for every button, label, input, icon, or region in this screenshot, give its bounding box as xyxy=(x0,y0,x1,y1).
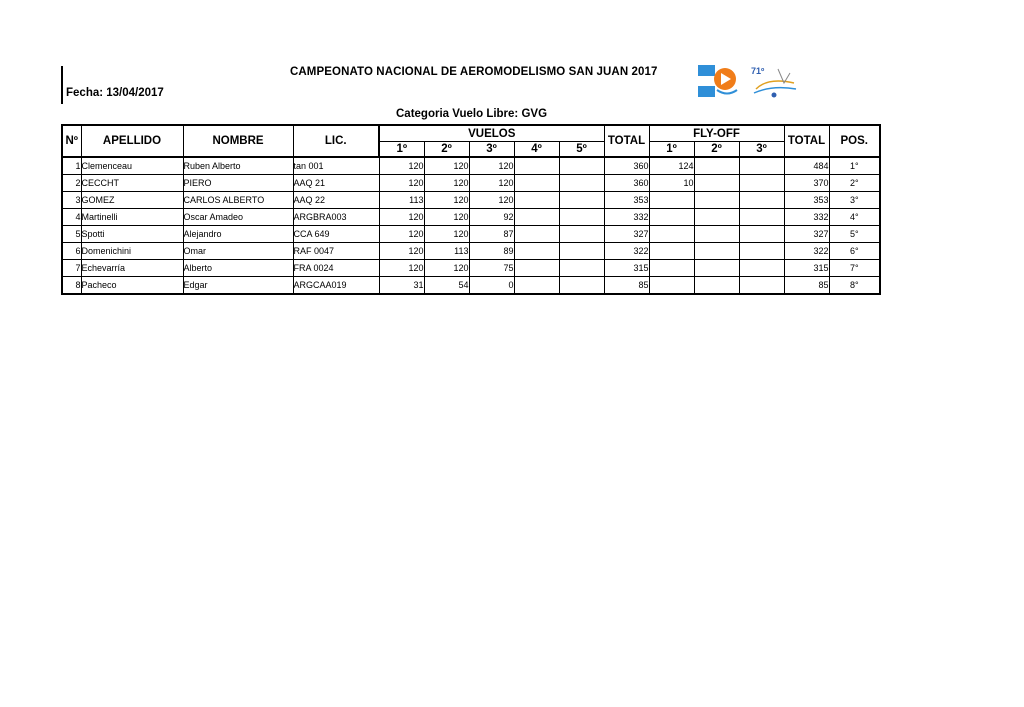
cell-vuelo-3: 120 xyxy=(469,192,514,209)
cell-vuelo-3: 89 xyxy=(469,243,514,260)
cell-total2: 332 xyxy=(784,209,829,226)
col-header-flyoff-1: 1º xyxy=(649,142,694,158)
results-table xyxy=(61,124,881,295)
cell-vuelo-1: 120 xyxy=(379,209,424,226)
cell-total2: 353 xyxy=(784,192,829,209)
cell-vuelo-3: 87 xyxy=(469,226,514,243)
cell-vuelo-4 xyxy=(514,260,559,277)
cell-flyoff-3 xyxy=(739,226,784,243)
col-header-vuelos: VUELOS xyxy=(379,125,604,142)
cell-vuelo-3: 75 xyxy=(469,260,514,277)
cell-pos: 5° xyxy=(829,226,880,243)
cell-apellido: Echevarría xyxy=(81,260,183,277)
cell-nombre: Omar xyxy=(183,243,293,260)
page-title: CAMPEONATO NACIONAL DE AEROMODELISMO SAN JUAN 2017 xyxy=(290,66,658,78)
table-row xyxy=(62,192,880,209)
cell-nombre: Edgar xyxy=(183,277,293,295)
cell-flyoff-2 xyxy=(694,260,739,277)
cell-flyoff-3 xyxy=(739,260,784,277)
cell-vuelo-5 xyxy=(559,157,604,175)
cell-nombre: Ruben Alberto xyxy=(183,157,293,175)
row-number: 5 xyxy=(62,226,81,243)
cell-vuelo-4 xyxy=(514,226,559,243)
cell-flyoff-2 xyxy=(694,209,739,226)
cell-nombre: Oscar Amadeo xyxy=(183,209,293,226)
row-number: 6 xyxy=(62,243,81,260)
col-header-total: TOTAL xyxy=(604,125,649,157)
cell-vuelo-2: 120 xyxy=(424,226,469,243)
cell-vuelo-1: 31 xyxy=(379,277,424,295)
cell-vuelo-2: 120 xyxy=(424,260,469,277)
cell-vuelo-5 xyxy=(559,192,604,209)
cell-nombre: Alejandro xyxy=(183,226,293,243)
cell-total: 85 xyxy=(604,277,649,295)
cell-pos: 8° xyxy=(829,277,880,295)
col-header-apellido: APELLIDO xyxy=(81,125,183,157)
cell-total: 353 xyxy=(604,192,649,209)
table-row xyxy=(62,209,880,226)
row-number: 3 xyxy=(62,192,81,209)
row-number: 8 xyxy=(62,277,81,295)
cell-vuelo-1: 113 xyxy=(379,192,424,209)
cell-vuelo-4 xyxy=(514,175,559,192)
cell-vuelo-1: 120 xyxy=(379,226,424,243)
date-label: Fecha: 13/04/2017 xyxy=(66,87,164,99)
cell-total2: 322 xyxy=(784,243,829,260)
cell-lic: AAQ 21 xyxy=(293,175,379,192)
cell-flyoff-3 xyxy=(739,192,784,209)
cell-flyoff-2 xyxy=(694,175,739,192)
col-header-pos: POS. xyxy=(829,125,880,157)
cell-total: 332 xyxy=(604,209,649,226)
cell-flyoff-1 xyxy=(649,277,694,295)
cell-flyoff-2 xyxy=(694,157,739,175)
cell-flyoff-3 xyxy=(739,175,784,192)
cell-vuelo-1: 120 xyxy=(379,243,424,260)
table-row xyxy=(62,243,880,260)
left-margin-bar xyxy=(61,66,63,104)
cell-vuelo-4 xyxy=(514,243,559,260)
row-number: 7 xyxy=(62,260,81,277)
cell-apellido: Spotti xyxy=(81,226,183,243)
row-number: 4 xyxy=(62,209,81,226)
cell-flyoff-1: 10 xyxy=(649,175,694,192)
col-header-nro: Nº xyxy=(62,125,81,157)
cell-flyoff-2 xyxy=(694,192,739,209)
cell-total2: 370 xyxy=(784,175,829,192)
cell-vuelo-2: 113 xyxy=(424,243,469,260)
cell-vuelo-2: 54 xyxy=(424,277,469,295)
cell-total2: 315 xyxy=(784,260,829,277)
cell-vuelo-4 xyxy=(514,192,559,209)
cell-vuelo-2: 120 xyxy=(424,175,469,192)
cell-flyoff-3 xyxy=(739,157,784,175)
cell-apellido: Clemenceau xyxy=(81,157,183,175)
cell-vuelo-1: 120 xyxy=(379,157,424,175)
cell-vuelo-4 xyxy=(514,157,559,175)
cell-apellido: GOMEZ xyxy=(81,192,183,209)
cell-lic: RAF 0047 xyxy=(293,243,379,260)
cell-vuelo-3: 120 xyxy=(469,175,514,192)
event-logo-icon xyxy=(697,63,739,99)
cell-vuelo-5 xyxy=(559,226,604,243)
cell-pos: 2° xyxy=(829,175,880,192)
cell-apellido: Martinelli xyxy=(81,209,183,226)
col-header-lic: LIC. xyxy=(293,125,379,157)
cell-vuelo-5 xyxy=(559,209,604,226)
cell-total2: 327 xyxy=(784,226,829,243)
cell-vuelo-5 xyxy=(559,243,604,260)
col-header-vuelo-4: 4º xyxy=(514,142,559,158)
cell-total2: 85 xyxy=(784,277,829,295)
cell-flyoff-1 xyxy=(649,260,694,277)
cell-flyoff-2 xyxy=(694,243,739,260)
col-header-vuelo-1: 1º xyxy=(379,142,424,158)
cell-vuelo-3: 92 xyxy=(469,209,514,226)
row-number: 1 xyxy=(62,157,81,175)
cell-vuelo-2: 120 xyxy=(424,209,469,226)
cell-pos: 1° xyxy=(829,157,880,175)
anniversary-logo-icon xyxy=(748,63,800,99)
cell-flyoff-1 xyxy=(649,192,694,209)
cell-nombre: PIERO xyxy=(183,175,293,192)
cell-vuelo-5 xyxy=(559,277,604,295)
cell-flyoff-2 xyxy=(694,226,739,243)
cell-apellido: CECCHT xyxy=(81,175,183,192)
table-row xyxy=(62,157,880,175)
cell-vuelo-5 xyxy=(559,175,604,192)
cell-flyoff-1: 124 xyxy=(649,157,694,175)
cell-lic: FRA 0024 xyxy=(293,260,379,277)
cell-vuelo-3: 0 xyxy=(469,277,514,295)
cell-flyoff-1 xyxy=(649,243,694,260)
cell-pos: 3° xyxy=(829,192,880,209)
cell-lic: AAQ 22 xyxy=(293,192,379,209)
cell-vuelo-2: 120 xyxy=(424,192,469,209)
anniversary-logo-number: 71º xyxy=(751,66,765,76)
col-header-vuelo-5: 5º xyxy=(559,142,604,158)
cell-vuelo-4 xyxy=(514,209,559,226)
cell-total: 322 xyxy=(604,243,649,260)
cell-vuelo-5 xyxy=(559,260,604,277)
table-row xyxy=(62,260,880,277)
cell-pos: 7° xyxy=(829,260,880,277)
cell-pos: 4° xyxy=(829,209,880,226)
col-header-total2: TOTAL xyxy=(784,125,829,157)
cell-total: 360 xyxy=(604,157,649,175)
table-row xyxy=(62,226,880,243)
cell-vuelo-3: 120 xyxy=(469,157,514,175)
cell-nombre: Alberto xyxy=(183,260,293,277)
cell-total: 360 xyxy=(604,175,649,192)
cell-total: 327 xyxy=(604,226,649,243)
cell-nombre: CARLOS ALBERTO xyxy=(183,192,293,209)
col-header-flyoff-3: 3º xyxy=(739,142,784,158)
cell-flyoff-2 xyxy=(694,277,739,295)
col-header-nombre: NOMBRE xyxy=(183,125,293,157)
cell-lic: CCA 649 xyxy=(293,226,379,243)
cell-apellido: Pacheco xyxy=(81,277,183,295)
category-label: Categoria Vuelo Libre: GVG xyxy=(396,108,548,120)
col-header-flyoff-2: 2º xyxy=(694,142,739,158)
cell-lic: ARGCAA019 xyxy=(293,277,379,295)
row-number: 2 xyxy=(62,175,81,192)
cell-flyoff-1 xyxy=(649,226,694,243)
cell-flyoff-3 xyxy=(739,243,784,260)
cell-vuelo-2: 120 xyxy=(424,157,469,175)
cell-lic: tan 001 xyxy=(293,157,379,175)
cell-pos: 6° xyxy=(829,243,880,260)
col-header-flyoff: FLY-OFF xyxy=(649,125,784,142)
cell-flyoff-3 xyxy=(739,209,784,226)
cell-vuelo-1: 120 xyxy=(379,260,424,277)
col-header-vuelo-2: 2º xyxy=(424,142,469,158)
col-header-vuelo-3: 3º xyxy=(469,142,514,158)
table-row xyxy=(62,175,880,192)
table-row xyxy=(62,277,880,295)
cell-flyoff-3 xyxy=(739,277,784,295)
cell-flyoff-1 xyxy=(649,209,694,226)
cell-lic: ARGBRA003 xyxy=(293,209,379,226)
cell-vuelo-1: 120 xyxy=(379,175,424,192)
cell-vuelo-4 xyxy=(514,277,559,295)
cell-total2: 484 xyxy=(784,157,829,175)
cell-apellido: Domenichini xyxy=(81,243,183,260)
cell-total: 315 xyxy=(604,260,649,277)
